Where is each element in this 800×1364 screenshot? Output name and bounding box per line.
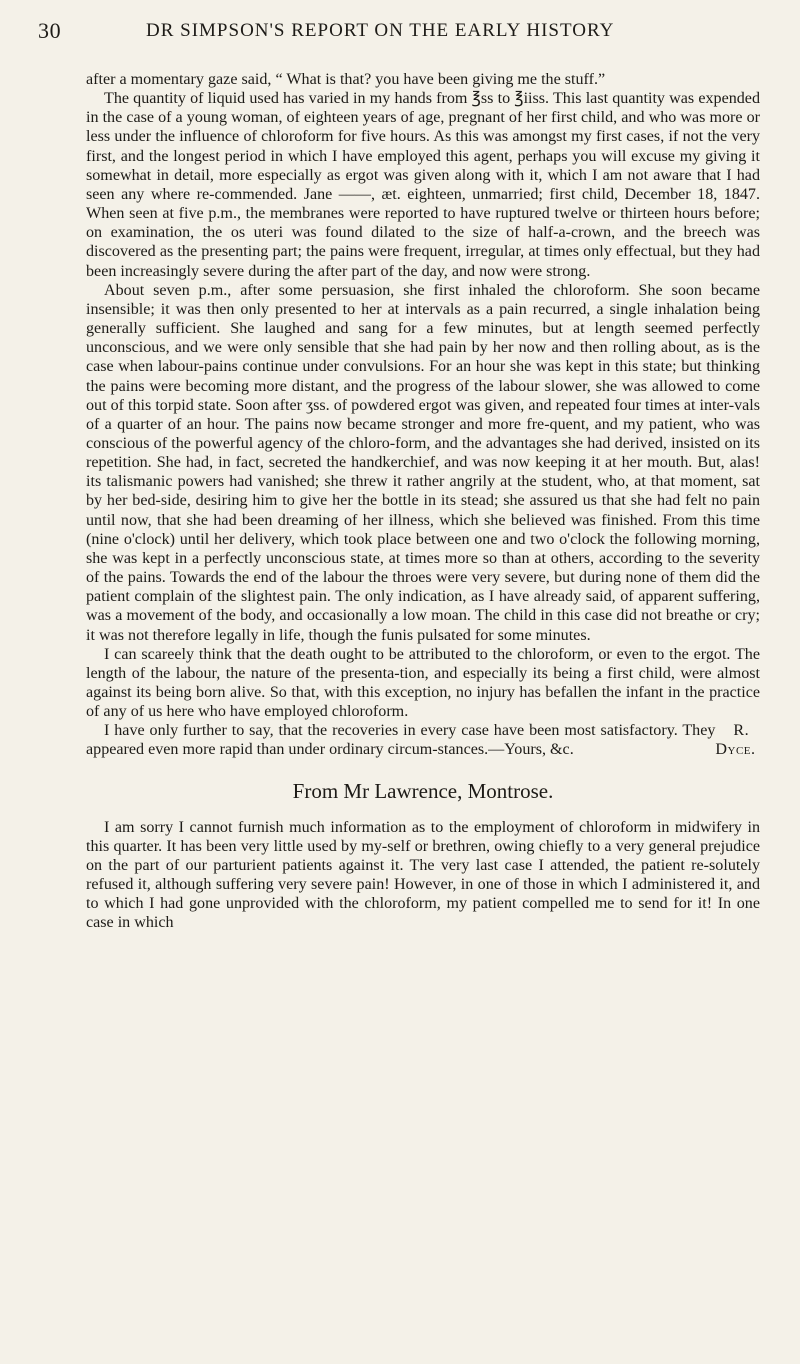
paragraph-continuation: after a momentary gaze said, “ What is that? you have been giving me the stuff.”	[86, 71, 606, 88]
running-head	[38, 18, 760, 70]
section-heading: From Mr Lawrence, Montrose.	[292, 778, 554, 803]
paragraph-death-cause: I can scareely think that the death ought to be attributed to the chloroform, or even to the ergot. The length of the labour, the nature of the presenta-tion, and especially its being a first child, were almost against its being born alive. So that, with this exception, no injury has befallen the infant in the practice of any of us here who have employed chloroform.	[86, 645, 760, 721]
paragraph-lawrence: I am sorry I cannot furnish much information as to the employment of chloroform in midwifery in this quarter. It has been very little used by my-self or brethren, owing chiefly to a very general prejudice on the part of our parturient patients against it. The very last case I attended, the patient re-solutely refused it, although suffering very severe pain! However, in one of those in which I administered it, and to which I had gone unprovided with the chloroform, my patient compelled me to send for it! In one case in which	[86, 818, 760, 932]
body-text	[86, 70, 760, 933]
page-number: 30	[38, 18, 62, 43]
paragraph-inhalation: About seven p.m., after some persuasion, she first inhaled the chloroform. She soon became insensible; it was then only presented to her at intervals as a pain recurred, a single inhalation being generally sufficient. She laughed and sang for a few minutes, but at length seemed perfectly unconscious, and we were only sensible that she had pain by her now and then rolling about, as is the case when labour-pains continue under convulsions. For an hour she was kept in this state; but thinking the pains were becoming more distant, and the progress of the labour slower, she was allowed to come out of this torpid state. Soon after ʒss. of powdered ergot was given, and repeated four times at inter-vals of a quarter of an hour. The pains now became stronger and more fre-quent, and my patient, who was conscious of the powerful agency of the chloro-form, and the advantages she had derived, insisted on its repetition. She had, in fact, secreted the handkerchief, and was now keeping it at her mouth. But, alas! its talismanic powers had vanished; she threw it rather angrily at the student, who, at that moment, sat by her bed-side, desiring him to give her the bottle in its stead; she assured us that she had felt no pain until now, that she had been dreaming of her illness, which she believed was finished. From this time (nine o'clock) until her delivery, which took place between one and two o'clock the following morning, she was kept in a perfectly unconscious state, at times more so than at others, according to the severity of the pains. Towards the end of the labour the throes were very severe, but during none of them did the patient complain of the slightest pain. The only indication, as I have already said, of apparent suffering, was a movement of the body, and occasionally a low moan. The child in this case did not breathe or cry; it was not therefore legally in life, though the funis pulsated for some minutes.	[86, 281, 760, 644]
signature: R. Dyce.	[715, 722, 756, 759]
closing-text: I have only further to say, that the recoveries in every case have been most satisfactory. They appeared even more rapid than under ordinary circum-stances.—Yours, &c.	[86, 722, 716, 759]
running-title: DR SIMPSON'S REPORT ON THE EARLY HISTORY	[146, 20, 615, 41]
paragraph-quantity-case: The quantity of liquid used has varied in my hands from ℥ss to ℥iiss. This last quantity was expended in the case of a young woman, of eighteen years of age, pregnant of her first child, and who was more or less under the influence of chloroform for five hours. As this was amongst my first cases, if not the very first, and the longest period in which I have employed this agent, perhaps you will excuse my giving it somewhat in detail, more especially as ergot was given along with it, which I am not aware that I had seen any where re-commended. Jane ——, æt. eighteen, unmarried; first child, December 18, 1847. When seen at five p.m., the membranes were reported to have ruptured twelve or thirteen hours before; on examination, the os uteri was found dilated to the size of half-a-crown, and the breech was discovered as the presenting part; the pains were frequent, irregular, at times only effectual, but they had been increasingly severe during the after part of the day, and now were strong.	[86, 90, 760, 280]
paragraph-closing	[86, 721, 760, 759]
